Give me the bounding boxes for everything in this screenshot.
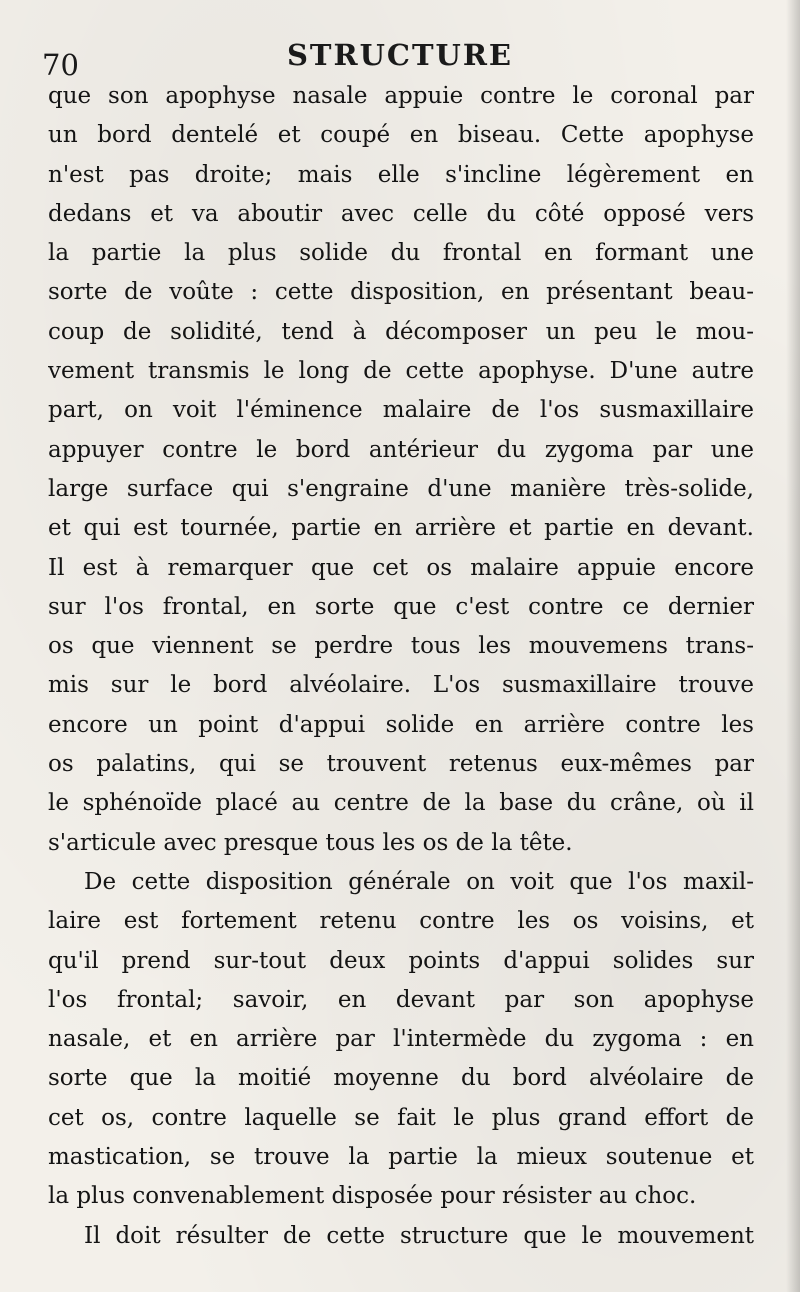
running-head: STRUCTURE [286, 38, 514, 72]
text-line: qu'il prend sur-tout deux points d'appui solides sur [48, 947, 754, 974]
text-line: l'os frontal; savoir, en devant par son apophyse [48, 986, 754, 1013]
page-number: 70 [42, 48, 79, 82]
text-line: dedans et va aboutir avec celle du côté opposé vers [48, 200, 754, 227]
text-line: os palatins, qui se trouvent retenus eux-mêmes par [48, 751, 754, 778]
text-line: large surface qui s'engraine d'une manière très-solide, [48, 475, 754, 502]
paragraph-first-line: De cette disposition générale on voit que l'os maxil- [84, 868, 754, 895]
paragraph-first-line: Il doit résulter de cette structure que le mouvement [84, 1222, 754, 1249]
page-edge-shadow [786, 0, 800, 1292]
text-line: le sphénoïde placé au centre de la base du crâne, où il [48, 790, 754, 817]
text-line: sur l'os frontal, en sorte que c'est contre ce dernier [48, 593, 754, 620]
text-line: un bord dentelé et coupé en biseau. Cette apophyse [48, 122, 754, 149]
text-line: part, on voit l'éminence malaire de l'os susmaxillaire [48, 397, 754, 424]
body-text [48, 77, 754, 1256]
text-line: coup de solidité, tend à décomposer un peu le mou- [48, 318, 754, 345]
text-line: mis sur le bord alvéolaire. L'os susmaxillaire trouve [48, 672, 754, 699]
paragraph-last-line: la plus convenablement disposée pour résister au choc. [48, 1183, 697, 1210]
text-line: laire est fortement retenu contre les os voisins, et [48, 908, 754, 935]
text-line: n'est pas droite; mais elle s'incline légèrement en [48, 161, 754, 188]
text-line: que son apophyse nasale appuie contre le coronal par [48, 83, 754, 109]
text-line: nasale, et en arrière par l'intermède du zygoma : en [48, 1026, 754, 1053]
text-line: sorte que la moitié moyenne du bord alvéolaire de [48, 1065, 754, 1092]
text-line: Il est à remarquer que cet os malaire appuie encore [48, 554, 754, 581]
text-line: appuyer contre le bord antérieur du zygoma par une [48, 436, 754, 463]
text-line: cet os, contre laquelle se fait le plus grand effort de [48, 1104, 754, 1131]
text-line: sorte de voûte : cette disposition, en présentant beau- [48, 279, 754, 306]
text-line: et qui est tournée, partie en arrière et partie en devant. [48, 515, 754, 542]
paragraph-last-line: s'articule avec presque tous les os de la tête. [48, 829, 573, 856]
text-line: os que viennent se perdre tous les mouvemens trans- [48, 633, 754, 660]
text-line: mastication, se trouve la partie la mieux soutenue et [48, 1144, 754, 1171]
text-line: encore un point d'appui solide en arrière contre les [48, 711, 754, 738]
text-line: la partie la plus solide du frontal en formant une [48, 240, 754, 267]
text-line: vement transmis le long de cette apophyse. D'une autre [48, 358, 754, 385]
